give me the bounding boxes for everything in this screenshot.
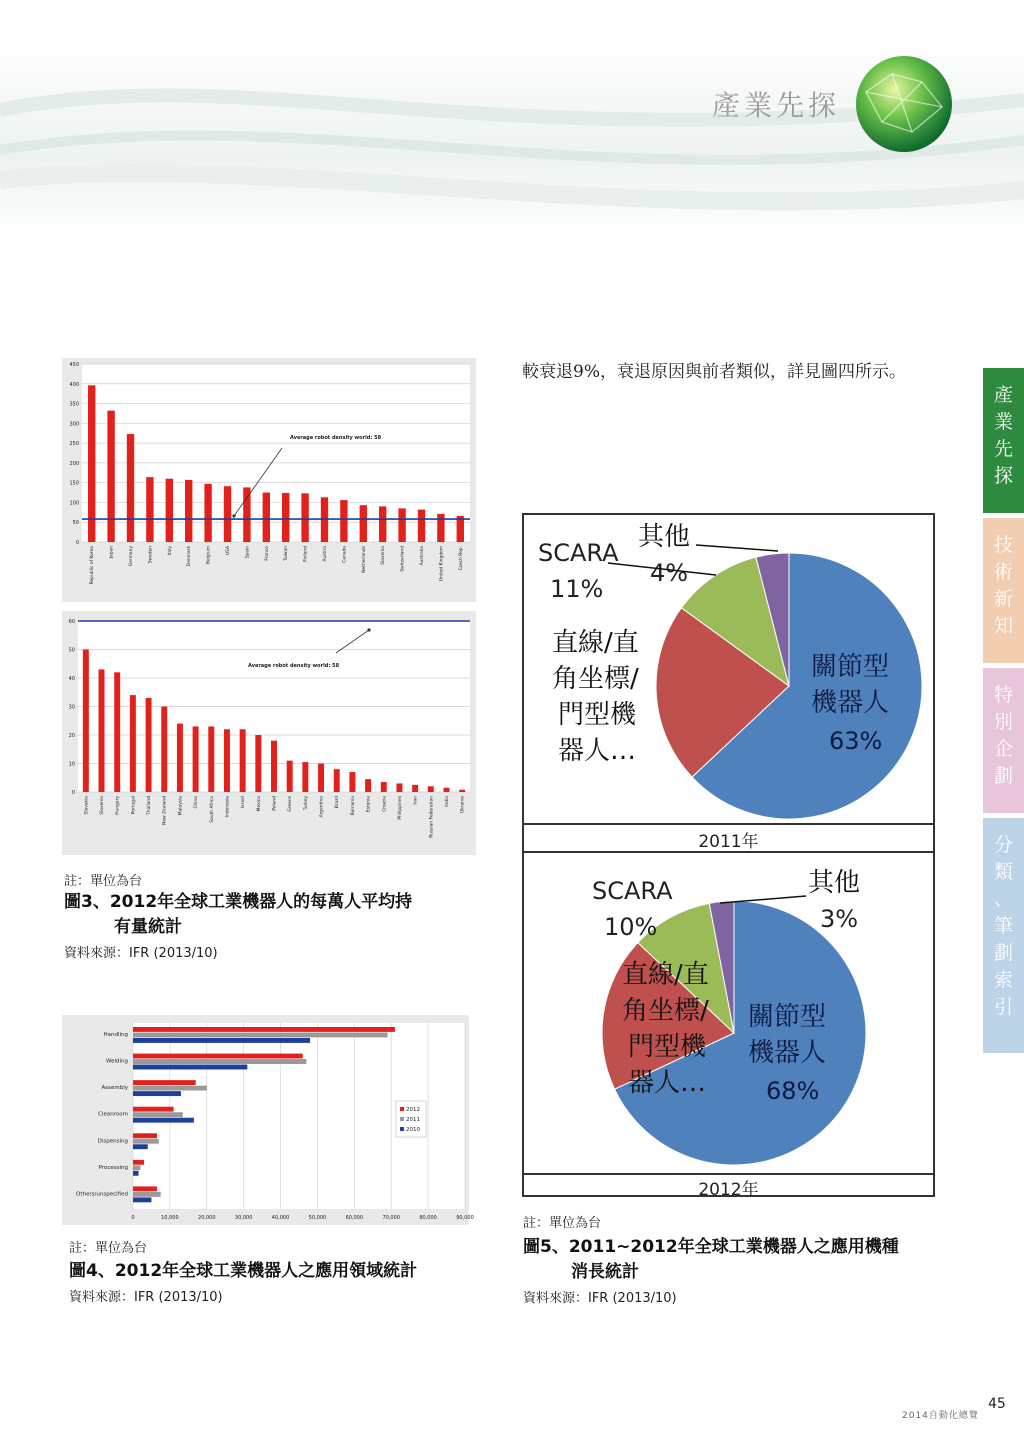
pie-label-linear: 器人… <box>558 736 637 766</box>
side-tab-char: 特 <box>993 684 1013 706</box>
bar <box>133 1165 140 1170</box>
y-tick-label: 150 <box>69 480 79 487</box>
bar <box>133 1091 181 1096</box>
bar <box>282 493 289 542</box>
x-tick-label: Argentina <box>319 796 325 818</box>
y-tick-label: 0 <box>75 540 79 546</box>
bar <box>412 785 418 792</box>
x-tick-label: United Kingdom <box>439 546 445 582</box>
bar <box>133 1033 388 1038</box>
bar <box>133 1107 174 1112</box>
side-tab-2[interactable] <box>983 518 1024 663</box>
side-tab-char: 分 <box>993 834 1013 856</box>
x-tick-label: Philippines <box>397 796 403 820</box>
pie-label-joint: 關節型 <box>748 1002 827 1032</box>
x-tick-label: Germany <box>129 546 134 567</box>
bar <box>318 764 324 793</box>
bar <box>360 505 367 542</box>
pie-frame <box>522 513 935 1200</box>
legend-label: 2012 <box>406 1107 420 1113</box>
side-tab-char: 術 <box>993 561 1013 583</box>
x-tick-label: New Zealand <box>162 796 168 825</box>
bar <box>130 695 136 792</box>
bar <box>133 1139 159 1144</box>
annotation-arrowhead <box>367 628 370 631</box>
x-tick-label: Mexico <box>256 796 262 812</box>
annotation-arrowhead <box>232 514 235 517</box>
side-tab-4[interactable] <box>983 818 1024 1053</box>
density-chart-bottom <box>62 611 476 855</box>
bar <box>396 783 402 792</box>
bar <box>133 1038 310 1043</box>
x-tick-label: South Africa <box>209 796 215 823</box>
figure5-caption-line1: 圖5、2011~2012年全球工業機器人之應用機種 <box>523 1237 899 1257</box>
side-tab-char: 別 <box>993 711 1013 733</box>
body-paragraph: 較衰退9%，衰退原因與前者類似，詳見圖四所示。 <box>522 362 906 382</box>
plot-area <box>82 364 470 542</box>
category-label: Assembly <box>101 1085 128 1092</box>
pie-label-other: 其他 <box>808 868 861 898</box>
pie-label-linear: 門型機 <box>628 1032 707 1062</box>
x-tick-label: Switzerland <box>400 546 406 572</box>
figure3-source: 資料來源：IFR (2013/10) <box>64 946 218 961</box>
x-tick-label: 90,000 <box>456 1215 474 1221</box>
bar <box>365 779 371 792</box>
x-tick-label: Australia <box>420 546 425 566</box>
y-tick-label: 100 <box>69 500 79 507</box>
x-tick-label: Portugal <box>131 796 137 815</box>
density-chart-top-svg <box>62 358 476 602</box>
side-tab-char: 、 <box>993 888 1013 910</box>
x-tick-label: Slovakia <box>84 796 90 815</box>
side-tab-char: 索 <box>993 969 1013 991</box>
bar <box>133 1054 303 1059</box>
side-tab-char: 引 <box>993 996 1013 1018</box>
pie-label-linear: 直線/直 <box>622 960 709 990</box>
side-tab-char: 劃 <box>993 765 1013 787</box>
figure3-note: 註：單位為台 <box>64 874 143 889</box>
y-tick-label: 20 <box>68 733 75 739</box>
publication-name: 2014自動化總覽 <box>902 1411 979 1421</box>
x-tick-label: Estonia <box>366 796 372 813</box>
bar <box>302 762 308 792</box>
y-tick-label: 40 <box>68 676 75 682</box>
figure4-note: 註：單位為台 <box>69 1241 148 1256</box>
x-tick-label: 20,000 <box>198 1215 216 1221</box>
bar <box>271 741 277 792</box>
x-tick-label: Hungary <box>115 796 121 815</box>
bar <box>133 1197 151 1202</box>
pie-2011-svg <box>524 515 933 825</box>
x-tick-label: Netherlands <box>361 546 367 573</box>
application-chart <box>62 1015 474 1225</box>
bar <box>133 1118 194 1123</box>
x-tick-label: 40,000 <box>271 1215 290 1221</box>
y-tick-label: 10 <box>68 761 75 768</box>
bar <box>166 479 173 542</box>
side-tab-char: 劃 <box>993 942 1013 964</box>
bar <box>224 486 231 542</box>
x-tick-label: 70,000 <box>382 1215 400 1221</box>
side-tab-1[interactable] <box>983 368 1024 513</box>
x-tick-label: Ukraine <box>460 796 466 813</box>
bar <box>133 1171 139 1176</box>
bar <box>334 769 340 792</box>
pie-label-linear: 角坐標/ <box>622 996 709 1026</box>
year-label-2012: 2012年 <box>698 1180 759 1200</box>
legend-swatch <box>400 1117 404 1121</box>
page-number: 45 <box>988 1396 1006 1412</box>
pie-value-joint: 63% <box>829 727 883 755</box>
legend-label: 2010 <box>406 1127 420 1133</box>
x-tick-label: 10,000 <box>161 1215 179 1221</box>
x-tick-label: France <box>264 546 270 561</box>
x-tick-label: Italy <box>167 546 173 556</box>
x-tick-label: Slovenia <box>100 796 106 815</box>
x-tick-label: Indonesia <box>225 796 231 818</box>
x-tick-label: 60,000 <box>345 1215 364 1221</box>
x-tick-label: 80,000 <box>419 1215 437 1221</box>
x-tick-label: Russian Federation <box>429 796 435 838</box>
bar <box>444 788 450 792</box>
bar <box>185 480 192 542</box>
y-tick-label: 30 <box>68 704 75 711</box>
average-annotation: Average robot density world: 58 <box>290 435 382 441</box>
category-label: Welding <box>105 1058 128 1065</box>
figure3-caption-line2: 有量統計 <box>114 917 182 937</box>
density-chart-bottom-svg <box>62 611 476 855</box>
side-tab-char: 新 <box>993 588 1013 610</box>
y-tick-label: 60 <box>68 619 75 625</box>
pie-value-scara: 11% <box>550 575 604 603</box>
y-tick-label: 200 <box>69 460 79 467</box>
bar <box>133 1080 196 1085</box>
x-tick-label: Thailand <box>147 796 153 815</box>
bar <box>177 724 183 792</box>
x-tick-label: Canada <box>342 546 348 563</box>
x-tick-label: Finland <box>303 546 309 562</box>
bar <box>459 790 465 792</box>
bar <box>224 729 230 792</box>
x-tick-label: Slovenia <box>381 546 387 565</box>
side-tab-char: 探 <box>993 465 1013 487</box>
y-tick-label: 50 <box>72 520 79 527</box>
figure3-caption-line1: 圖3、2012年全球工業機器人的每萬人平均持 <box>64 892 413 912</box>
x-tick-label: USA <box>226 546 231 556</box>
side-tab-char: 企 <box>993 738 1013 760</box>
bar <box>240 729 246 792</box>
leader-line-other <box>696 545 778 551</box>
bar <box>83 650 89 793</box>
pie-label-joint: 關節型 <box>811 652 890 682</box>
bar <box>437 514 444 542</box>
pie-label-linear: 角坐標/ <box>552 664 639 694</box>
category-label: Processing <box>98 1164 128 1171</box>
section-title: 產業先探 <box>712 89 841 122</box>
bar <box>381 782 387 792</box>
side-tab-char: 技 <box>993 534 1013 556</box>
bar <box>133 1186 157 1191</box>
y-tick-label: 250 <box>69 441 79 448</box>
bar <box>301 493 308 542</box>
figure5-source: 資料來源：IFR (2013/10) <box>523 1291 677 1306</box>
bar <box>161 707 167 793</box>
category-label: Dispensing <box>97 1138 128 1145</box>
bar <box>349 772 355 792</box>
pie-2012-svg <box>524 853 933 1173</box>
category-label: Others/unspecified <box>76 1191 128 1198</box>
bar <box>133 1144 148 1149</box>
average-annotation: Average robot density world: 58 <box>248 663 340 669</box>
pie-value-other: 4% <box>650 559 689 587</box>
side-tab-char: 產 <box>993 384 1013 406</box>
side-tab-char: 知 <box>993 615 1013 637</box>
x-tick-label: Denmark <box>187 546 193 567</box>
pie-label-scara: SCARA <box>538 539 619 567</box>
pie-value-joint: 68% <box>766 1077 820 1105</box>
pie-value-scara: 10% <box>604 913 658 941</box>
x-tick-label: Czech Rep. <box>458 546 464 571</box>
category-label: Handling <box>103 1032 128 1038</box>
bar <box>133 1086 207 1091</box>
x-tick-label: Malaysia <box>178 796 184 816</box>
y-tick-label: 50 <box>68 647 75 654</box>
side-tab-char: 業 <box>993 411 1013 433</box>
pie-label-joint: 機器人 <box>811 688 890 718</box>
globe-icon <box>852 52 956 156</box>
year-label-2011: 2011年 <box>698 832 759 852</box>
x-tick-label: Spain <box>245 546 251 559</box>
legend-swatch <box>400 1107 404 1111</box>
bar <box>208 726 214 792</box>
x-tick-label: Greece <box>288 796 294 812</box>
x-tick-label: 0 <box>131 1215 135 1221</box>
bar <box>133 1065 247 1070</box>
x-tick-label: Japan <box>109 546 115 559</box>
pie-label-scara: SCARA <box>592 877 673 905</box>
bar <box>114 672 120 792</box>
bar <box>146 477 153 542</box>
bar <box>243 487 250 542</box>
bar <box>193 726 199 792</box>
bar <box>146 698 152 792</box>
x-tick-label: Belgium <box>206 546 212 564</box>
figure4-caption: 圖4、2012年全球工業機器人之應用領域統計 <box>69 1261 418 1281</box>
bar <box>340 500 347 542</box>
figure5-note: 註：單位為台 <box>523 1216 602 1231</box>
side-tab-char: 類 <box>993 861 1013 883</box>
bar <box>263 493 270 542</box>
bar <box>99 669 105 792</box>
density-chart-top <box>62 358 476 602</box>
x-tick-label: Croatia <box>382 796 388 812</box>
side-tab-char: 筆 <box>993 915 1013 937</box>
x-tick-label: Republic of Korea <box>90 546 96 585</box>
bar <box>127 434 134 542</box>
pie-label-linear: 門型機 <box>558 700 637 730</box>
x-tick-label: Taiwan <box>284 546 290 561</box>
x-tick-label: Sweden <box>148 546 154 564</box>
pie-label-other: 其他 <box>638 522 691 552</box>
bar <box>287 761 293 792</box>
bar <box>133 1133 157 1138</box>
bar <box>133 1160 144 1165</box>
category-label: Cleanroom <box>98 1111 128 1118</box>
application-chart-svg <box>62 1015 474 1225</box>
x-tick-label: India <box>444 796 450 807</box>
y-tick-label: 400 <box>69 381 79 388</box>
legend-label: 2011 <box>406 1117 420 1123</box>
y-tick-label: 300 <box>69 421 79 428</box>
side-tab-char: 先 <box>993 438 1013 460</box>
x-tick-label: Austria <box>323 546 328 562</box>
x-tick-label: Turkey <box>303 796 309 811</box>
x-tick-label: Romania <box>350 796 356 816</box>
bar <box>107 411 114 542</box>
pie-divider-top <box>524 823 933 825</box>
bar <box>133 1192 161 1197</box>
bar <box>418 510 425 542</box>
bar <box>133 1112 183 1117</box>
side-tab-3[interactable] <box>983 668 1024 813</box>
y-tick-label: 450 <box>69 362 79 368</box>
bar <box>255 735 261 792</box>
x-tick-label: 50,000 <box>308 1215 327 1221</box>
figure4-source: 資料來源：IFR (2013/10) <box>69 1290 223 1305</box>
x-tick-label: Iran <box>413 796 419 805</box>
pie-label-joint: 機器人 <box>748 1038 827 1068</box>
x-tick-label: 30,000 <box>234 1215 253 1221</box>
x-tick-label: Israel <box>241 796 247 808</box>
pie-label-linear: 直線/直 <box>552 628 639 658</box>
figure5-caption-line2: 消長統計 <box>571 1262 639 1282</box>
y-tick-label: 0 <box>71 790 75 796</box>
bar <box>133 1059 306 1064</box>
legend-swatch <box>400 1127 404 1131</box>
pie-label-linear: 器人… <box>628 1068 707 1098</box>
bar <box>133 1027 395 1032</box>
x-tick-label: Brazil <box>335 796 341 809</box>
pie-value-other: 3% <box>820 905 859 933</box>
x-tick-label: Poland <box>272 796 278 811</box>
bar <box>204 484 211 542</box>
leader-line-other <box>720 896 806 903</box>
bar <box>379 506 386 542</box>
y-tick-label: 350 <box>69 401 79 408</box>
x-tick-label: China <box>194 796 200 809</box>
bar <box>398 508 405 542</box>
bar <box>428 786 434 792</box>
